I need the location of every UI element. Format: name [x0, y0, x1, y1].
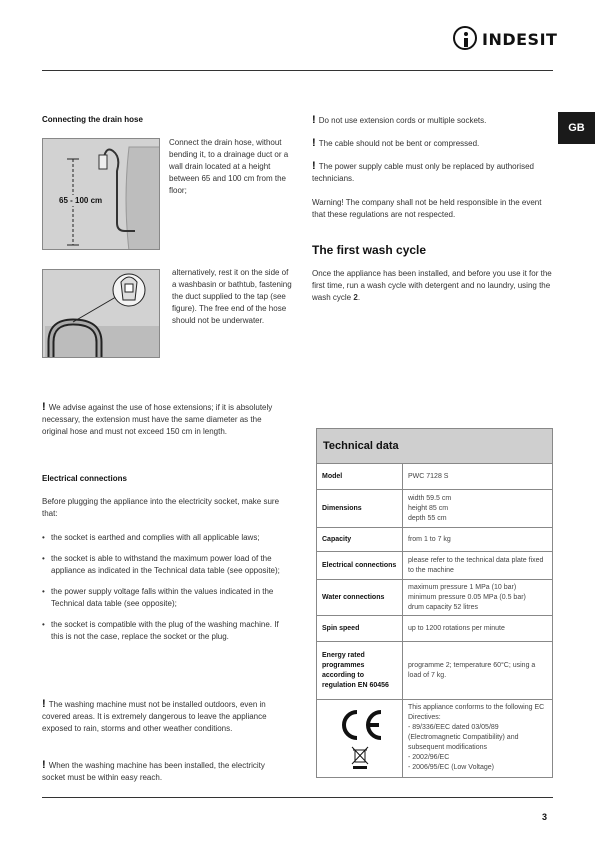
drain-hose-para1: Connect the drain hose, without bending it, to a drainage duct or a wall drain located at a height between 65 and 100 cm from the floor; [169, 138, 289, 195]
height-range-label: 65 - 100 cm [59, 196, 103, 205]
brand-logo [453, 26, 558, 52]
top-rule [42, 70, 553, 71]
page-number: 3 [542, 812, 548, 822]
row-label: Capacity [317, 528, 403, 551]
extension-cord-warning [312, 114, 554, 127]
drain-washbasin-illustration [43, 270, 160, 358]
table-row [316, 580, 553, 616]
warning-icon: ! [312, 160, 319, 172]
row-label: Dimensions [317, 490, 403, 527]
cable-bend-warning [312, 137, 554, 150]
list-item: • the socket is able to withstand the maximum power load of the appliance as indicated in the Technical data table (see opposite); [42, 553, 290, 577]
socket-reach-warning [42, 759, 290, 784]
table-row [316, 700, 553, 778]
list-item: • the socket is earthed and complies with all applicable laws; [42, 532, 290, 544]
warning-icon: ! [42, 401, 49, 413]
warning-icon: ! [42, 759, 49, 771]
language-tab: GB [558, 112, 595, 144]
brand-name: INDESIT [482, 30, 558, 49]
table-row [316, 616, 553, 642]
row-value: please refer to the technical data plate fixed to the machine [408, 556, 544, 574]
electrical-intro: Before plugging the appliance into the electricity socket, make sure that: [42, 497, 280, 518]
row-value: PWC 7128 S [408, 472, 449, 480]
socket-reach-text: When the washing machine has been installed, the electricity socket must be within easy reach. [42, 761, 265, 782]
warning-icon: ! [312, 114, 319, 126]
row-label: Water connections [317, 580, 403, 615]
hose-extension-text: We advise against the use of hose extensions; if it is absolutely necessary, the extension must have the same diameter as the original hose and must not exceed 150 cm in length. [42, 403, 273, 436]
conformity-text: This appliance conforms to the following EC Directives: - 89/336/EEC dated 03/05/89 (Electromagnetic Compatibility) and subsequent modifications - 2002/96/EC - 2006/95/EC (Low Voltage) [408, 704, 545, 771]
drain-hose-para2: alternatively, rest it on the side of a washbasin or bathtub, fastening the duct supplied to the tap (see figure). The free end of the hose should not be underwater. [172, 268, 292, 325]
first-wash-heading: The first wash cycle [312, 243, 427, 257]
row-value: width 59.5 cm height 85 cm depth 55 cm [408, 494, 452, 522]
bottom-rule [42, 797, 553, 798]
row-value: maximum pressure 1 MPa (10 bar) minimum pressure 0.05 MPa (0.5 bar) drum capacity 52 litres [408, 583, 526, 611]
drain-wall-figure [42, 138, 160, 250]
electrical-heading: Electrical connections [42, 474, 127, 483]
first-wash-text: Once the appliance has been installed, and before you use it for the first time, run a wash cycle with detergent and no laundry, using the wash cycle [312, 269, 552, 302]
electrical-checklist [42, 532, 290, 652]
ce-mark-icon [335, 708, 385, 742]
weee-bin-icon [350, 746, 370, 770]
warning-icon: ! [42, 698, 49, 710]
cable-replace-text: The power supply cable must only be replaced by authorised technicians. [312, 162, 534, 183]
first-wash-body: Once the appliance has been installed, and before you use it for the first time, run a wash cycle with detergent and no laundry, using the wash cycle 2. [312, 269, 552, 302]
row-label: Energy rated programmes according to regulation EN 60456 [317, 642, 403, 699]
drain-hose-heading: Connecting the drain hose [42, 115, 143, 124]
brand-logo-icon [453, 26, 477, 50]
table-row [316, 642, 553, 700]
wash-cycle-number: 2 [353, 293, 358, 302]
table-row [316, 490, 553, 528]
extension-cord-text: Do not use extension cords or multiple sockets. [318, 116, 487, 125]
outdoor-warning [42, 698, 290, 735]
table-row [316, 528, 553, 552]
hose-extension-warning [42, 401, 286, 438]
list-item: • the power supply voltage falls within the values indicated in the Technical data table (see opposite); [42, 586, 290, 610]
technical-data-heading: Technical data [316, 428, 553, 464]
list-item: • the socket is compatible with the plug of the washing machine. If this is not the case, replace the socket or the plug. [42, 619, 290, 643]
table-row [316, 464, 553, 490]
row-label: Spin speed [317, 616, 403, 641]
cable-replace-warning [312, 160, 554, 185]
row-value: programme 2; temperature 60°C; using a load of 7 kg. [408, 661, 536, 679]
warning-icon: ! [312, 137, 319, 149]
responsibility-disclaimer: Warning! The company shall not be held responsible in the event that these regulations are not respected. [312, 198, 542, 219]
row-label: Electrical connections [317, 552, 403, 579]
cable-bend-text: The cable should not be bent or compressed. [318, 139, 480, 148]
row-value: from 1 to 7 kg [408, 535, 451, 543]
table-row [316, 552, 553, 580]
drain-washbasin-figure [42, 269, 160, 358]
conformity-marks [317, 700, 403, 777]
row-label: Model [317, 464, 403, 489]
outdoor-warning-text: The washing machine must not be installed outdoors, even in covered areas. It is extremely dangerous to leave the appliance exposed to rain, storms and other weather conditions. [42, 700, 267, 733]
technical-data-table [316, 428, 553, 778]
row-value: up to 1200 rotations per minute [408, 624, 505, 632]
